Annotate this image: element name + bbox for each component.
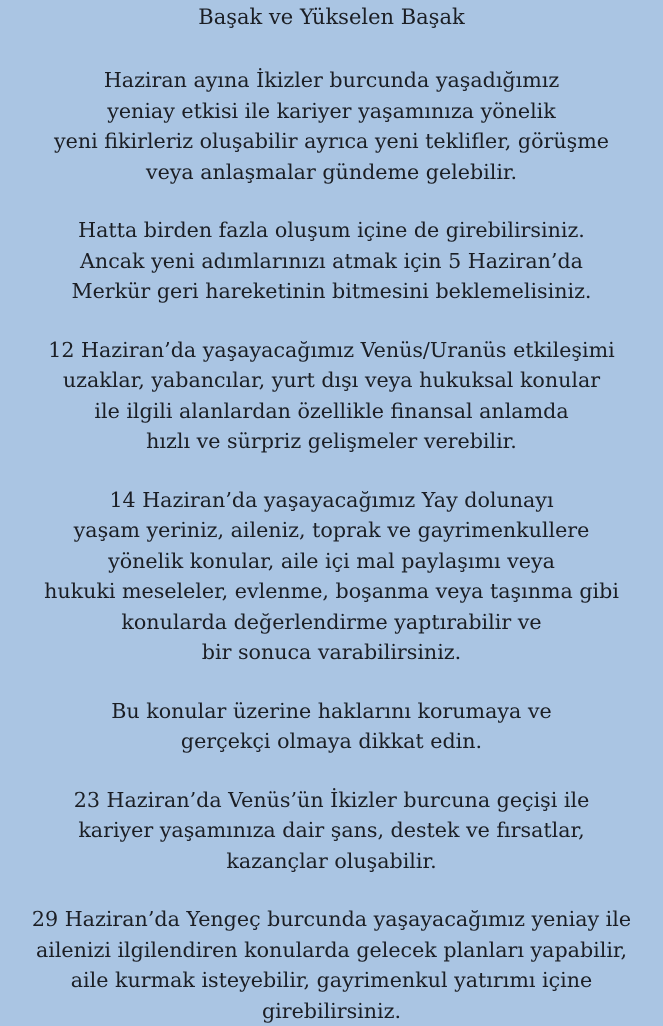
text-line: gerçekçi olmaya dikkat edin. [0,726,663,757]
text-line: ailenizi ilgilendiren konularda gelecek planları yapabilir, [0,935,663,966]
paragraph-1 [0,65,663,187]
text-line: yeni fikirleriz oluşabilir ayrıca yeni teklifler, görüşme [0,126,663,157]
text-line: konularda değerlendirme yaptırabilir ve [0,607,663,638]
text-line: uzaklar, yabancılar, yurt dışı veya hukuksal konular [0,365,663,396]
paragraph-7 [0,904,663,1026]
text-line: kazançlar oluşabilir. [0,846,663,877]
text-line: Haziran ayına İkizler burcunda yaşadığımız [0,65,663,96]
text-line: yeniay etkisi ile kariyer yaşamınıza yönelik [0,96,663,127]
spacer [0,32,663,65]
text-line: hızlı ve sürpriz gelişmeler verebilir. [0,426,663,457]
paragraph-2 [0,215,663,307]
text-line: Bu konular üzerine haklarını korumaya ve [0,696,663,727]
text-line: 12 Haziran’da yaşayacağımız Venüs/Uranüs etkileşimi [0,335,663,366]
text-line: ile ilgili alanlardan özellikle finansal anlamda [0,396,663,427]
spacer [0,187,663,215]
spacer [0,757,663,785]
text-line: yönelik konular, aile içi mal paylaşımı veya [0,546,663,577]
spacer [0,307,663,335]
page-title: Başak ve Yükselen Başak [0,2,663,32]
text-line: 14 Haziran’da yaşayacağımız Yay dolunayı [0,485,663,516]
spacer [0,457,663,485]
spacer [0,876,663,904]
text-line: aile kurmak isteyebilir, gayrimenkul yatırımı içine [0,965,663,996]
paragraph-4 [0,485,663,668]
text-line: Hatta birden fazla oluşum içine de girebilirsiniz. [0,215,663,246]
text-line: kariyer yaşamınıza dair şans, destek ve fırsatlar, [0,815,663,846]
paragraph-5 [0,696,663,757]
text-line: Ancak yeni adımlarınızı atmak için 5 Haziran’da [0,246,663,277]
text-line: hukuki meseleler, evlenme, boşanma veya taşınma gibi [0,576,663,607]
text-line: girebilirsiniz. [0,996,663,1026]
text-line: bir sonuca varabilirsiniz. [0,637,663,668]
text-line: Merkür geri hareketinin bitmesini beklemelisiniz. [0,276,663,307]
paragraph-6 [0,785,663,877]
text-line: veya anlaşmalar gündeme gelebilir. [0,157,663,188]
text-line: yaşam yeriniz, aileniz, toprak ve gayrimenkullere [0,515,663,546]
text-line: 29 Haziran’da Yengeç burcunda yaşayacağımız yeniay ile [0,904,663,935]
text-line: 23 Haziran’da Venüs’ün İkizler burcuna geçişi ile [0,785,663,816]
paragraph-3 [0,335,663,457]
spacer [0,668,663,696]
